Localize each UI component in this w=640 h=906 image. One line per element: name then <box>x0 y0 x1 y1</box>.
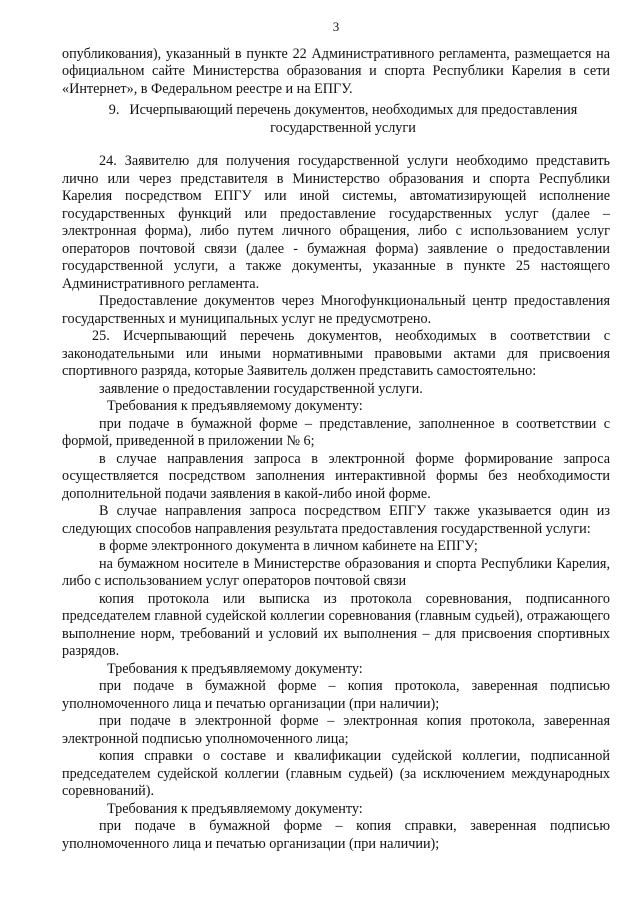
paragraph-requirements: Требования к предъявляемому документу: <box>107 398 363 414</box>
section-number: 9. <box>108 102 120 118</box>
paragraph-item: копия протокола или выписка из протокола соревнования, подписанного председателем главной судейской коллегии соревнования (главным судьей), отражающего выполнение норм, требований и условий их выполнения – для присвоения спортивных разрядов. <box>62 590 610 659</box>
section-heading <box>86 102 600 137</box>
paragraph-item: при подаче в бумажной форме – копия справки, заверенная подписью уполномоченного лица и печатью организации (при наличии); <box>62 818 610 852</box>
paragraph-item: заявление о предоставлении государственной услуги. <box>99 380 423 397</box>
paragraph-continuation: опубликования), указанный в пункте 22 Административного регламента, размещается на официальном сайте Министерства образования и спорта Республики Карелия в сети «Интернет», в Федеральном реестре и на ЕПГУ. <box>62 45 610 97</box>
paragraph-item: в форме электронного документа в личном кабинете на ЕПГУ; <box>99 538 478 554</box>
paragraph-requirements: Требования к предъявляемому документу: <box>107 660 363 677</box>
paragraph-item: при подаче в бумажной форме – копия протокола, заверенная подписью уполномоченного лица и печатью организации (при наличии); <box>62 678 610 712</box>
paragraph-requirements: Требования к предъявляемому документу: <box>107 800 363 817</box>
section-title: Исчерпывающий перечень документов, необходимых для предоставления государственной услуги <box>129 102 578 136</box>
paragraph-item: копия справки о составе и квалификации судейской коллегии, подписанной председателем судейской коллегии (главным судьей) (за исключением международных соревнований). <box>62 748 610 799</box>
page-number: 3 <box>332 19 340 34</box>
paragraph-25: 25. Исчерпывающий перечень документов, необходимых в соответствии с законодательными или иными нормативными правовыми актами для присвоения спортивного разряда, которые Заявитель должен представить самостоятельно: <box>62 328 610 379</box>
paragraph-item: на бумажном носителе в Министерстве образования и спорта Республики Карелия, либо с использованием услуг операторов почтовой связи <box>62 555 610 589</box>
paragraph-item: при подаче в электронной форме – электронная копия протокола, заверенная электронной подписью уполномоченного лица; <box>62 713 610 747</box>
paragraph-item: в случае направления запроса в электронной форме формирование запроса осуществляется посредством заполнения интерактивной формы без необходимости дополнительной подачи заявления в какой-либо иной форме. <box>62 450 610 502</box>
paragraph-item: при подаче в бумажной форме – представление, заполненное в соответствии с формой, приведенной в приложении № 6; <box>62 415 610 449</box>
paragraph-item: В случае направления запроса посредством ЕПГУ также указывается один из следующих способов направления результата предоставления государственной услуги: <box>62 503 610 537</box>
paragraph-mfc: Предоставление документов через Многофункциональный центр предоставления государственных и муниципальных услуг не предусмотрено. <box>62 293 610 327</box>
paragraph-24: 24. Заявителю для получения государственной услуги необходимо представить лично или через представителя в Министерство образования и спорта Республики Карелия посредством ЕПГУ или иной системы, автоматизирующей исполнение государственных функций или предоставление государственных услуг (далее – электронная форма), либо путем личного обращения, либо с использованием услуг операторов почтовой связи (далее - бумажная форма) заявление о предоставлении государственной услуги, а также документы, указанные в пункте 25 настоящего Административного регламента. <box>62 153 610 292</box>
